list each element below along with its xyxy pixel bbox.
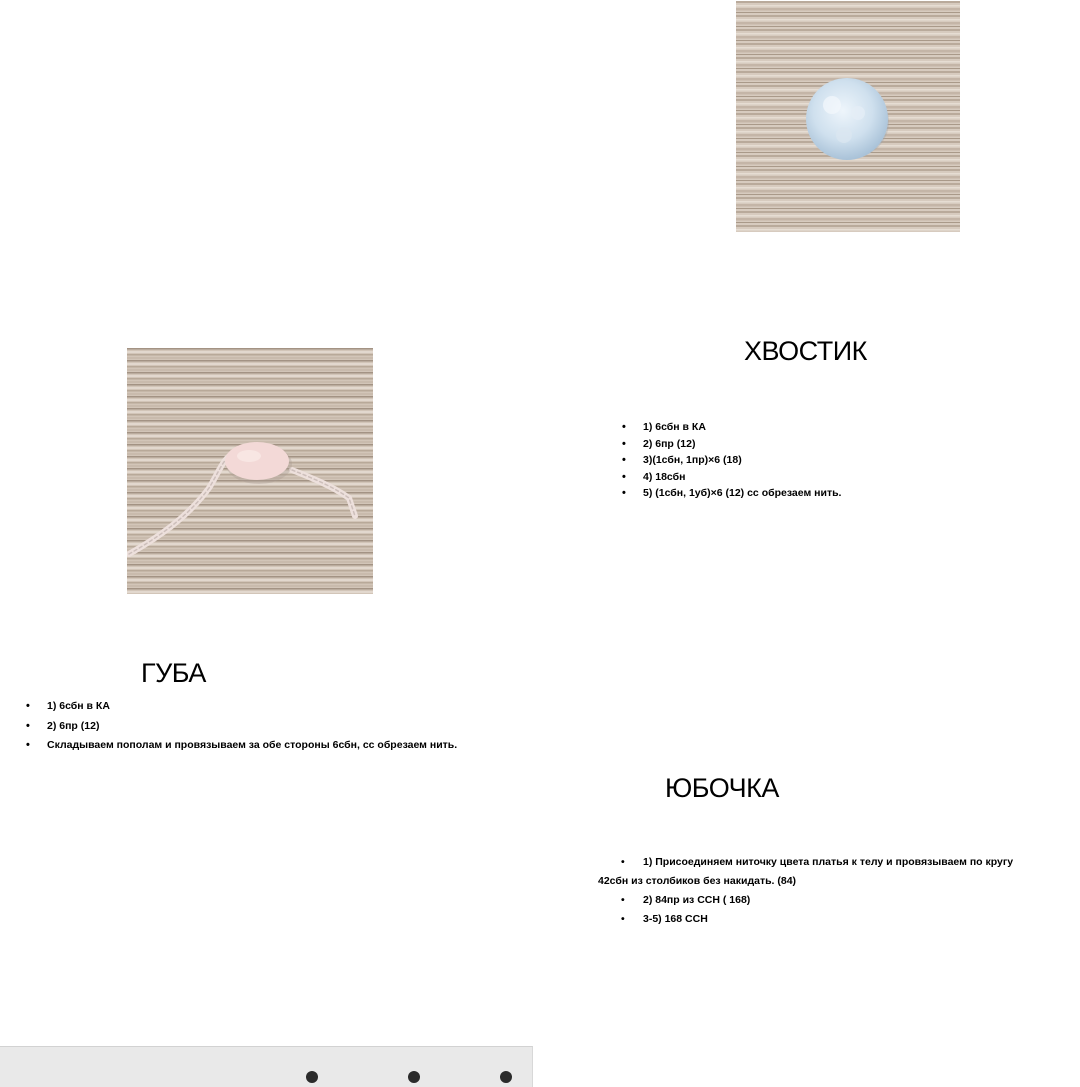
list-item: • 3-5) 168 ССН <box>598 910 1078 929</box>
list-item: • 1) 6сбн в КА <box>622 419 841 436</box>
bullet-icon: • <box>622 437 626 450</box>
tail-heading: ХВОСТИК <box>744 336 867 366</box>
bullet-icon: • <box>621 913 625 925</box>
bullet-icon: • <box>26 700 30 712</box>
list-item: • 3)(1сбн, 1пр)×6 (18) <box>622 452 841 469</box>
tail-steps-list <box>622 419 841 502</box>
lip-heading: ГУБА <box>141 658 206 688</box>
bullet-icon: • <box>26 719 30 732</box>
list-item: • 2) 6пр (12) <box>622 436 841 453</box>
toolbar-icon[interactable] <box>306 1071 318 1083</box>
tail-pompom-image <box>736 1 960 232</box>
toolbar-icon[interactable] <box>408 1071 420 1083</box>
list-item: • 1) Присоединяем ниточку цвета платья к телу и провязываем по кругу <box>598 853 1078 872</box>
bullet-icon: • <box>622 454 626 466</box>
skirt-steps-list <box>598 853 1078 929</box>
bullet-icon: • <box>621 894 625 906</box>
bottom-toolbar <box>0 1046 533 1087</box>
list-item: • 5) (1сбн, 1уб)×6 (12) сс обрезаем нить. <box>622 485 841 502</box>
skirt-heading: ЮБОЧКА <box>665 773 779 803</box>
lip-yarn-image <box>127 348 373 594</box>
bullet-icon: • <box>621 856 625 868</box>
list-item: • 2) 84пр из ССН ( 168) <box>598 891 1078 910</box>
bullet-icon: • <box>622 470 626 483</box>
lip-steps-list <box>26 697 457 756</box>
list-item: • 4) 18сбн <box>622 469 841 486</box>
list-item: • 2) 6пр (12) <box>26 717 457 737</box>
lip-photo <box>127 348 373 594</box>
bullet-icon: • <box>622 487 626 499</box>
list-item-continuation: 42сбн из столбиков без накидать. (84) <box>598 875 797 887</box>
list-item: • 1) 6сбн в КА <box>26 697 457 717</box>
bullet-icon: • <box>622 421 626 433</box>
tail-photo <box>736 1 960 232</box>
list-item: • Складываем пополам и провязываем за обе стороны 6сбн, сс обрезаем нить. <box>26 736 457 756</box>
bullet-icon: • <box>26 739 30 751</box>
toolbar-icon[interactable] <box>500 1071 512 1083</box>
